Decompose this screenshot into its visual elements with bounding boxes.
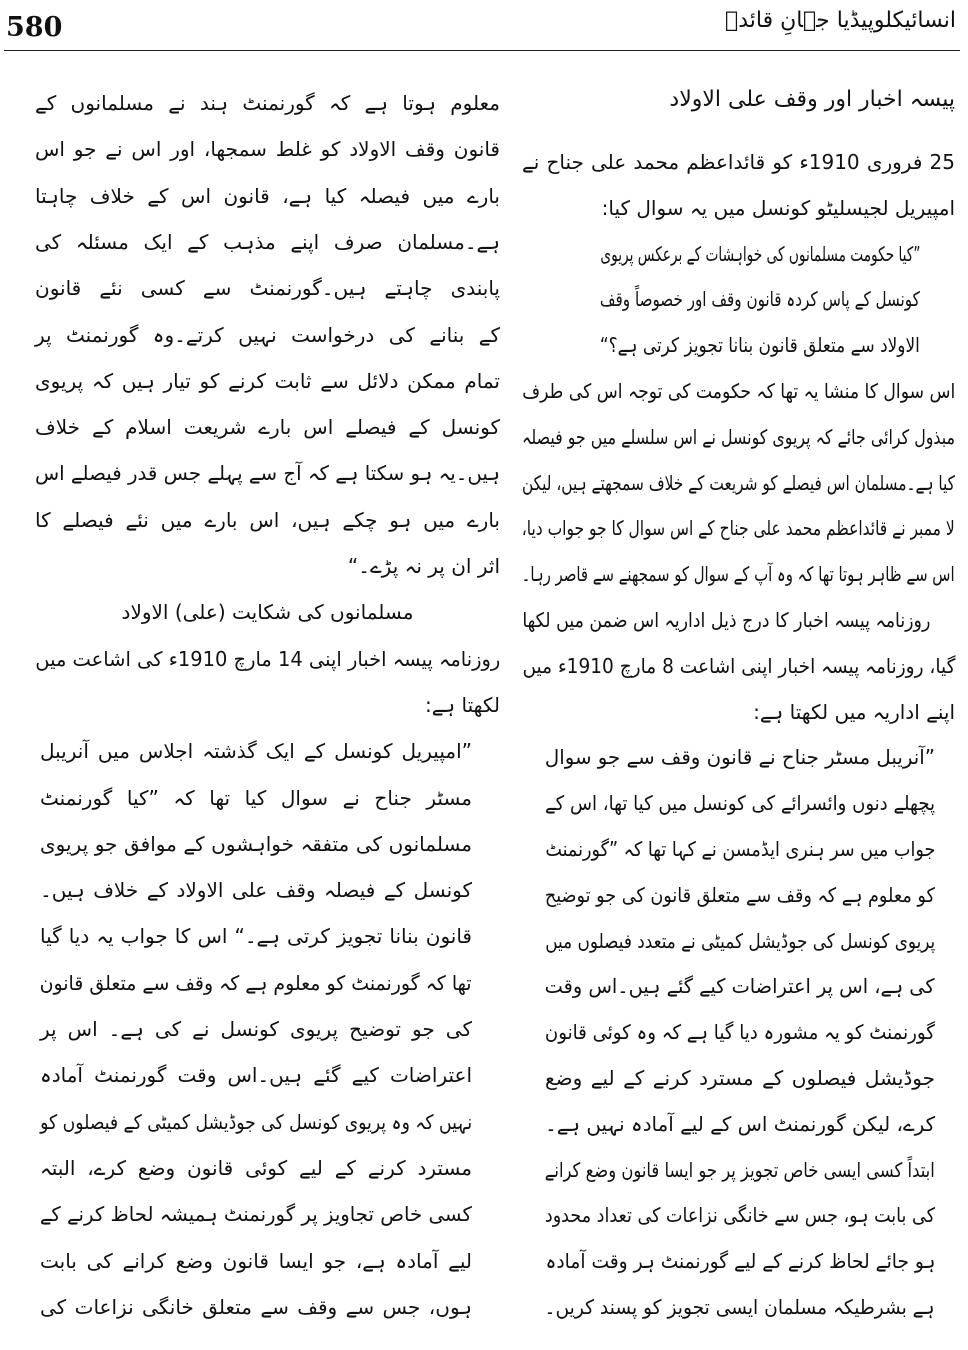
text-line: اپنے اداریہ میں لکھتا ہے: (753, 699, 955, 724)
text-line: روزنامہ پیسہ اخبار اپنی 14 مارچ 1910ء کی اشاعت میں (35, 646, 500, 671)
text-line: روزنامہ پیسہ اخبار کا درج ذیل اداریہ اس ضمن میں لکھا (521, 608, 930, 632)
quote-line: ابتداً کسی ایسی خاص تجویز پر جو ایسا قانون وضع کرانے (545, 1157, 935, 1182)
quote-line: مسلمانوں کی متفقہ خواہشوں کے موافق جو پریوی (40, 831, 472, 856)
quote-line: لیے آمادہ ہے، جو ایسا قانون وضع کرانے کی بابت (40, 1248, 472, 1273)
quote-line: کو معلوم ہے کہ وقف سے متعلق قانون کی جو توضیح (545, 882, 935, 907)
quote-line: کی ہے، اس پر اعتراضات کیے گئے ہیں۔اس وقت (545, 974, 935, 999)
quote-line: جواب میں سر ہنری ایڈمسن نے کہا تھا کہ ”گورنمنٹ (545, 837, 935, 861)
quote-line: الاولاد سے متعلق قانون بنانا تجویز کرتی ہے؟“ (600, 333, 920, 358)
text-line: ہیں۔یہ ہو سکتا ہے کہ آج سے پہلے جس قدر فیصلے اس (34, 461, 500, 486)
quote-line: گورنمنٹ کو یہ مشورہ دیا گیا ہے کہ وہ کوئی قانون (544, 1020, 935, 1045)
quote-line: کی جو توضیح پریوی کونسل نے کی ہے۔ اس پر (40, 1017, 472, 1041)
page-number: 580 (6, 12, 63, 43)
text-line: امپیریل لجیسلیٹو کونسل میں یہ سوال کیا: (601, 195, 955, 220)
quote-line: ”آنریبل مسٹر جناح نے قانون وقف سے جو سوال (544, 745, 935, 770)
quote-line: ہوں، جس سے وقف سے متعلق خانگی نزاعات کی (40, 1294, 472, 1319)
text-line: کے بنانے کی درخواست نہیں کرتے۔وہ گورنمنٹ پر (35, 322, 500, 347)
text-line: 25 فروری 1910ء کو قائداعظم محمد علی جناح نے (522, 150, 955, 174)
quote-line: کونسل کے فیصلہ وقف علی الاولاد کے خلاف ہیں۔ (40, 878, 472, 903)
quote-line: ہے بشرطیکہ مسلمان ایسی تجویز کو پسند کریں۔ (545, 1295, 935, 1319)
quote-line: ”امپیریل کونسل کے ایک گذشتہ اجلاس میں آنریبل (40, 739, 472, 764)
quote-line: قانون بنانا تجویز کرتی ہے۔“ اس کا جواب یہ دیا گیا (40, 924, 472, 949)
running-title: انسائیکلوپیڈیا جہانِ قائدؒ (725, 8, 956, 33)
text-line: گیا، روزنامہ پیسہ اخبار اپنی اشاعت 8 مارچ 1910ء میں (521, 653, 955, 678)
text-line: اس سوال کا منشا یہ تھا کہ حکومت کی توجہ اس کی طرف (521, 379, 955, 403)
quote-line: ”کیا حکومت مسلمانوں کی خواہشات کے برعکس پریوی (600, 241, 920, 266)
section-heading: پیسہ اخبار اور وقف علی الاولاد (669, 87, 955, 112)
quote-line: پریوی کونسل کی جوڈیشل کمیٹی نے متعدد فیصلوں میں (545, 928, 935, 953)
text-line: کیا ہے۔مسلمان اس فیصلے کو شریعت کے خلاف سمجھتے ہیں، لیکن (521, 470, 955, 495)
quote-line: مسترد کرنے کے لیے کوئی قانون وضع کرے، البتہ (40, 1155, 472, 1180)
text-line: اثر ان پر نہ پڑے۔“ (347, 554, 500, 578)
quote-line: کرے، لیکن گورنمنٹ اس کے لیے آمادہ نہیں ہے۔ (545, 1111, 935, 1136)
quote-line: کی بابت ہو، جس سے خانگی نزاعات کی تعداد محدود (544, 1203, 935, 1228)
quote-line: ہو جائے لحاظ کرنے کے لیے گورنمنٹ ہر وقت آمادہ (545, 1249, 935, 1274)
quote-line: پچھلے دنوں وائسرائے کی کونسل میں کیا تھا، اس کے (545, 791, 935, 816)
text-line: مبذول کرائی جائے کہ پریوی کونسل نے اس سلسلے میں جو فیصلہ (521, 424, 955, 449)
quote-line: کسی خاص تجاویز پر گورنمنٹ ہمیشہ لحاظ کرنے کے (40, 1202, 472, 1227)
quote-line: تھا کہ گورنمنٹ کو معلوم ہے کہ وقف سے متعلق قانون (39, 970, 472, 995)
quote-line: مسٹر جناح نے سوال کیا تھا کہ ”کیا گورنمنٹ (40, 785, 472, 810)
text-line: معلوم ہوتا ہے کہ گورنمنٹ ہند نے مسلمانوں کے (35, 91, 500, 115)
text-line: لکھتا ہے: (424, 692, 500, 717)
text-line: بارے میں ہو چکے ہیں، اس بارے میں نئے فیصلے کا (35, 507, 500, 532)
quote-line: کونسل کے پاس کردہ قانون وقف اور خصوصاً وقف (599, 287, 920, 312)
header-rule (4, 50, 960, 51)
text-line: بارے میں فیصلہ کیا ہے، قانون اس کے خلاف چاہتا (35, 183, 500, 208)
quote-line: نہیں کہ وہ پریوی کونسل کی جوڈیشل کمیٹی کے فیصلوں کو (39, 1109, 472, 1134)
text-line: قانون وقف الاولاد کو غلط سمجھا، اور اس نے جو اس (35, 137, 500, 162)
text-line: ہے۔مسلمان صرف اپنے مذہب کے ایک مسئلہ کی (35, 229, 500, 254)
quote-line: اعتراضات کیے گئے ہیں۔اس وقت گورنمنٹ آمادہ (40, 1063, 472, 1088)
text-line: کونسل کے فیصلے اس بارے شریعت اسلام کے خلاف (35, 415, 500, 440)
text-line: اس سے ظاہر ہوتا تھا کہ وہ آپ کے سوال کو سمجھنے سے قاصر رہا۔ (521, 562, 955, 587)
text-line: تمام ممکن دلائل سے ثابت کرنے کو تیار ہیں کہ پریوی (35, 368, 500, 393)
quote-line: جوڈیشل فیصلوں کے مسترد کرنے کے لیے وضع (545, 1066, 935, 1090)
subheading: مسلمانوں کی شکایت (علی) الاولاد (121, 600, 414, 625)
text-line: لا ممبر نے قائداعظم محمد علی جناح کے اس سوال کا جو جواب دیا، (521, 516, 955, 541)
text-line: پابندی چاہتے ہیں۔گورنمنٹ سے کسی نئے قانون (35, 276, 500, 301)
